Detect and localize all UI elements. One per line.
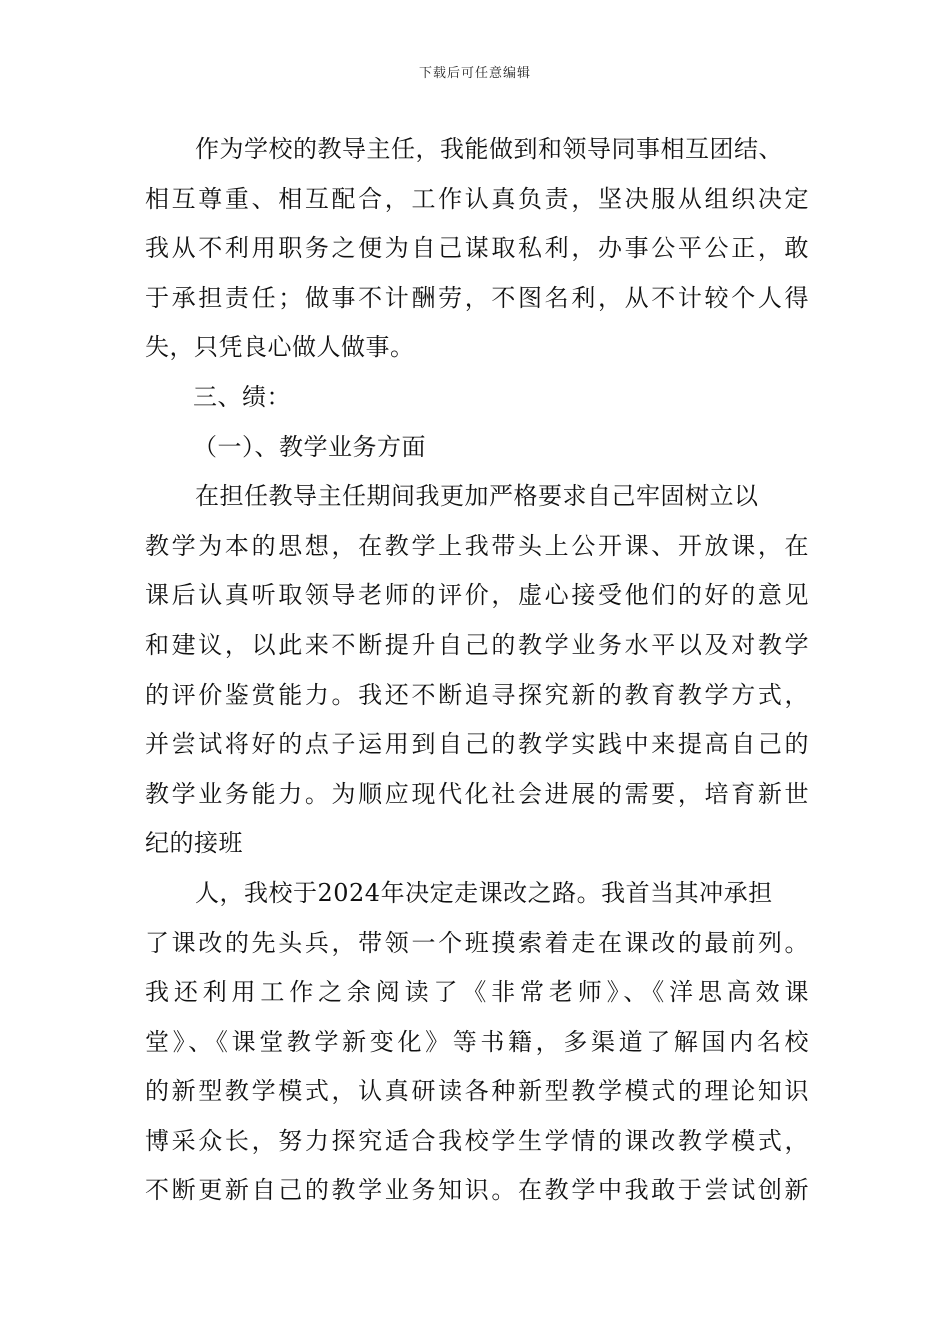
paragraph-line: 在担任教导主任期间我更加严格要求自己牢固树立以 [195, 482, 759, 511]
section-heading: 三、绩： [193, 382, 291, 411]
paragraph-line: 我从不利用职务之便为自己谋取私利，办事公平公正，敢 [145, 234, 809, 263]
paragraph-line: 堂》、《课堂教学新变化》等书籍，多渠道了解国内名校 [145, 1027, 809, 1056]
paragraph-line: 纪的接班 [145, 829, 243, 858]
paragraph-line: 课后认真听取领导老师的评价，虚心接受他们的好的意见 [145, 581, 809, 610]
paragraph-line: 人，我校于2024年决定走课改之路。我首当其冲承担 [195, 878, 773, 907]
paragraph-line: 的评价鉴赏能力。我还不断追寻探究新的教育教学方式， [145, 680, 809, 709]
paragraph-line: 作为学校的教导主任，我能做到和领导同事相互团结、 [195, 135, 783, 163]
paragraph-line: 并尝试将好的点子运用到自己的教学实践中来提高自己的 [145, 730, 809, 759]
subsection-heading: （一）、教学业务方面 [193, 432, 426, 461]
paragraph-line: 教学业务能力。为顺应现代化社会进展的需要，培育新世 [145, 779, 809, 808]
paragraph-line: 博采众长，努力探究适合我校学生学情的课改教学模式， [145, 1126, 809, 1155]
page-header: 下载后可任意编辑 [418, 66, 531, 81]
paragraph-line: 于承担责任；做事不计酬劳，不图名利，从不计较个人得 [145, 283, 809, 312]
document-body [145, 125, 809, 1216]
paragraph-line: 不断更新自己的教学业务知识。在教学中我敢于尝试创新 [145, 1176, 809, 1205]
paragraph-line: 的新型教学模式，认真研读各种新型教学模式的理论知识 [145, 1077, 809, 1106]
paragraph-line: 教学为本的思想，在教学上我带头上公开课、开放课，在 [145, 531, 809, 560]
paragraph-line: 了课改的先头兵，带领一个班摸索着走在课改的最前列。 [145, 928, 809, 957]
paragraph-line: 和建议，以此来不断提升自己的教学业务水平以及对教学 [145, 630, 809, 659]
paragraph-line: 失，只凭良心做人做事。 [145, 333, 415, 362]
paragraph-line: 相互尊重、相互配合，工作认真负责，坚决服从组织决定 [145, 184, 809, 213]
paragraph-line: 我还利用工作之余阅读了《非常老师》、《洋思高效课 [145, 978, 809, 1007]
